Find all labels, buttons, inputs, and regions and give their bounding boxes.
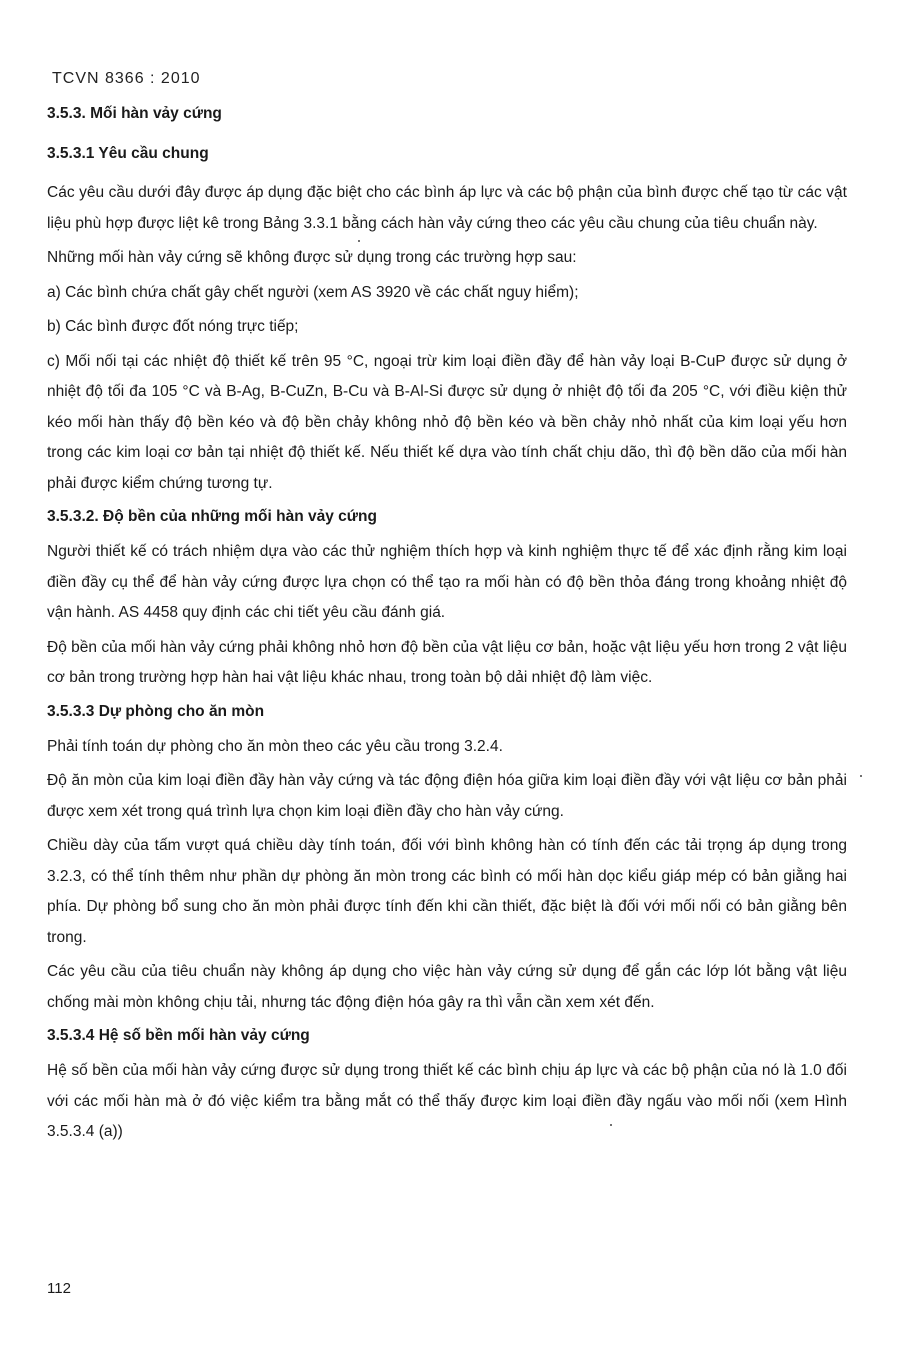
- list-item: b) Các bình được đốt nóng trực tiếp;: [47, 318, 299, 335]
- section-title: 3.5.3. Mối hàn vảy cứng: [47, 105, 222, 122]
- scan-speck: [860, 775, 862, 777]
- subsection-title: 3.5.3.4 Hệ số bền mối hàn vảy cứng: [47, 1027, 310, 1044]
- subsection-title: 3.5.3.2. Độ bền của những mối hàn vảy cứng: [47, 508, 377, 525]
- document-body: [47, 100, 847, 1148]
- paragraph: Các yêu cầu của tiêu chuẩn này không áp dụng cho việc hàn vảy cứng sử dụng để gắn các lớp lót bằng vật liệu chống mài mòn không chịu tải, nhưng tác động điện hóa gây ra thì vẫn cần xem xét đến.: [47, 963, 847, 1011]
- list-item: a) Các bình chứa chất gây chết người (xem AS 3920 về các chất nguy hiểm);: [47, 283, 579, 301]
- paragraph: Chiều dày của tấm vượt quá chiều dày tính toán, đối với bình không hàn có tính đến các tải trọng áp dụng trong 3.2.3, có thể tính thêm như phần dự phòng ăn mòn trong các bình có mối hàn dọc kiểu giáp mép có bản giằng hai phía. Dự phòng bổ sung cho ăn mòn phải được tính đến khi cần thiết, đặc biệt là đối với mối nối có bản giằng bên trong.: [47, 837, 847, 946]
- paragraph: Hệ số bền của mối hàn vảy cứng được sử dụng trong thiết kế các bình chịu áp lực và các bộ phận của nó là 1.0 đối với các mối hàn mà ở đó việc kiểm tra bằng mắt có thể thấy được kim loại điền đầy ngấu vào mối nối (xem Hình 3.5.3.4 (a)): [47, 1062, 847, 1140]
- paragraph: Những mối hàn vảy cứng sẽ không được sử dụng trong các trường hợp sau:: [47, 249, 577, 266]
- standard-header: TCVN 8366 : 2010: [52, 70, 201, 87]
- paragraph: Độ bền của mối hàn vảy cứng phải không nhỏ hơn độ bền của vật liệu cơ bản, hoặc vật liệu yếu hơn trong 2 vật liệu cơ bản trong trường hợp hàn hai vật liệu khác nhau, trong toàn bộ dải nhiệt độ làm việc.: [47, 638, 847, 686]
- paragraph: Các yêu cầu dưới đây được áp dụng đặc biệt cho các bình áp lực và các bộ phận của bình được chế tạo từ các vật liệu phù hợp được liệt kê trong Bảng 3.3.1 bằng cách hàn vảy cứng theo các yêu cầu chung của tiêu chuẩn này.: [47, 184, 847, 232]
- subsection-title: 3.5.3.1 Yêu cầu chung: [47, 145, 209, 162]
- paragraph: Phải tính toán dự phòng cho ăn mòn theo các yêu cầu trong 3.2.4.: [47, 737, 503, 755]
- page-number: 112: [47, 1280, 71, 1297]
- scan-speck: [358, 240, 360, 242]
- scan-speck: [610, 1124, 612, 1126]
- paragraph: Độ ăn mòn của kim loại điền đầy hàn vảy cứng và tác động điện hóa giữa kim loại điền đầy với vật liệu cơ bản phải được xem xét trong quá trình lựa chọn kim loại điền đầy cho hàn vảy cứng.: [47, 772, 847, 820]
- paragraph: Người thiết kế có trách nhiệm dựa vào các thử nghiệm thích hợp và kinh nghiệm thực tế để xác định rằng kim loại điền đầy cụ thể để hàn vảy cứng được lựa chọn có thể tạo ra mối hàn có độ bền thỏa đáng trong khoảng nhiệt độ vận hành. AS 4458 quy định các chi tiết yêu cầu đánh giá.: [47, 543, 847, 621]
- subsection-title: 3.5.3.3 Dự phòng cho ăn mòn: [47, 702, 265, 720]
- list-item: c) Mối nối tại các nhiệt độ thiết kế trên 95 °C, ngoại trừ kim loại điền đầy để hàn vảy loại B-CuP được sử dụng ở nhiệt độ tối đa 105 °C và B-Ag, B-CuZn, B-Cu và B-Al-Si được sử dụng ở nhiệt độ tối đa 205 °C, với điều kiện thử kéo mối hàn thấy độ bền kéo và độ bền chảy không nhỏ độ bền kéo và bền chảy nhỏ nhất của kim loại yếu hơn trong các kim loại cơ bản tại nhiệt độ thiết kế. Nếu thiết kế dựa vào tính chất chịu dão, thì độ bền dão của mối hàn phải được kiểm chứng tương tự.: [47, 352, 847, 492]
